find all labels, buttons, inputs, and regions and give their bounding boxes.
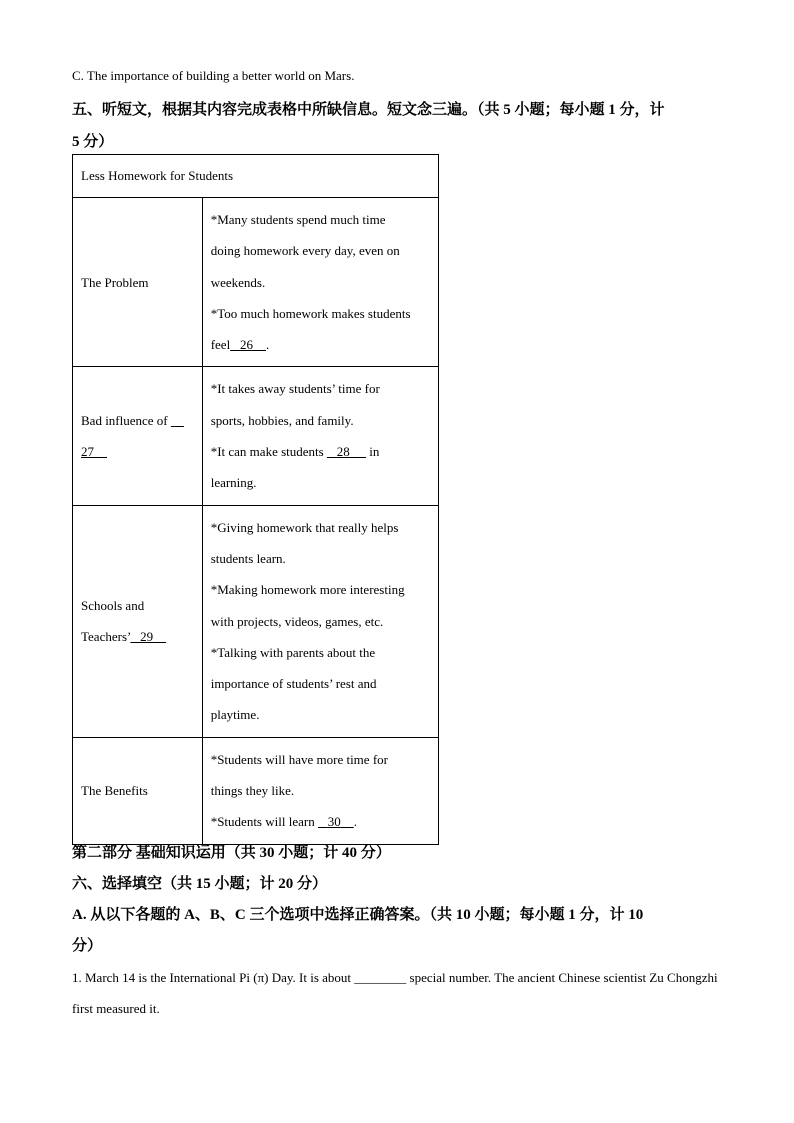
table-row-content-bad-influence [202, 367, 438, 505]
table-cell-line: *Too much homework makes students [210, 305, 411, 321]
table-cell-line: *Students will learn 30 . [210, 814, 357, 830]
section-5-heading-line1: 五、听短文，根据其内容完成表格中所缺信息。短文念三遍。（共 5 小题；每小题 1 分，计 [72, 102, 665, 118]
question-1: 1. March 14 is the International Pi (π) Day. It is about ________ special number. The ancient Chinese scientist Zu Chongzhi first measured it. [72, 970, 718, 1016]
table-row-label-benefits: The Benefits [73, 737, 203, 844]
answer-blank-30[interactable]: 30 [327, 814, 341, 830]
table-row-content-schools-teachers [202, 505, 438, 737]
section-6-heading: 六、选择填空（共 15 小题；计 20 分） [72, 876, 328, 892]
table-cell-line: feel 26 . [210, 337, 270, 353]
answer-blank-29[interactable]: 29 [140, 629, 154, 645]
table-row-label-bad-influence: Bad influence of 27 [73, 367, 203, 505]
table-cell-line: *It takes away students’ time for [210, 381, 380, 397]
table-cell-line: doing homework every day, even on [210, 243, 400, 259]
table-cell-line: *Talking with parents about the [210, 644, 376, 660]
homework-info-table [72, 154, 439, 845]
question-1-blank[interactable]: ________ [354, 970, 407, 985]
section-6-sub-a-line2: 分） [72, 938, 103, 954]
answer-blank-26[interactable]: 26 [239, 337, 253, 353]
table-cell-line: learning. [210, 475, 257, 491]
table-cell-line: things they like. [210, 783, 295, 799]
table-cell-line: *Making homework more interesting [210, 582, 405, 598]
table-row-label-problem: The Problem [73, 198, 203, 367]
table-cell-line: students learn. [210, 550, 286, 566]
table-cell-line: playtime. [210, 707, 260, 723]
table-cell-line: with projects, videos, games, etc. [210, 613, 384, 629]
section-6-sub-a-line1: A. 从以下各题的 A、B、C 三个选项中选择正确答案。（共 10 小题；每小题 1 分，计 10 [72, 907, 644, 923]
table-cell-line: *It can make students 28 in [210, 444, 380, 460]
table-cell-line: *Students will have more time for [210, 751, 388, 767]
answer-blank-27-lead [171, 413, 184, 428]
table-row-content-problem [202, 198, 438, 367]
table-cell-line: importance of students’ rest and [210, 676, 377, 692]
table-cell-line: *Giving homework that really helps [210, 519, 399, 535]
answer-blank-27[interactable]: 27 [81, 444, 94, 460]
table-row-label-schools-teachers: Schools and Teachers’ 29 [73, 505, 203, 737]
section-5-heading-line2: 5 分） [72, 134, 114, 150]
table-title: Less Homework for Students [73, 155, 439, 198]
table-row-content-benefits [202, 737, 438, 844]
answer-blank-28[interactable]: 28 [336, 444, 350, 460]
part-2-heading: 第二部分 基础知识运用（共 30 小题；计 40 分） [72, 845, 391, 861]
table-cell-line: weekends. [210, 274, 266, 290]
table-cell-line: sports, hobbies, and family. [210, 412, 354, 428]
option-c-text: C. The importance of building a better world on Mars. [72, 68, 355, 83]
table-cell-line: *Many students spend much time [210, 212, 386, 227]
